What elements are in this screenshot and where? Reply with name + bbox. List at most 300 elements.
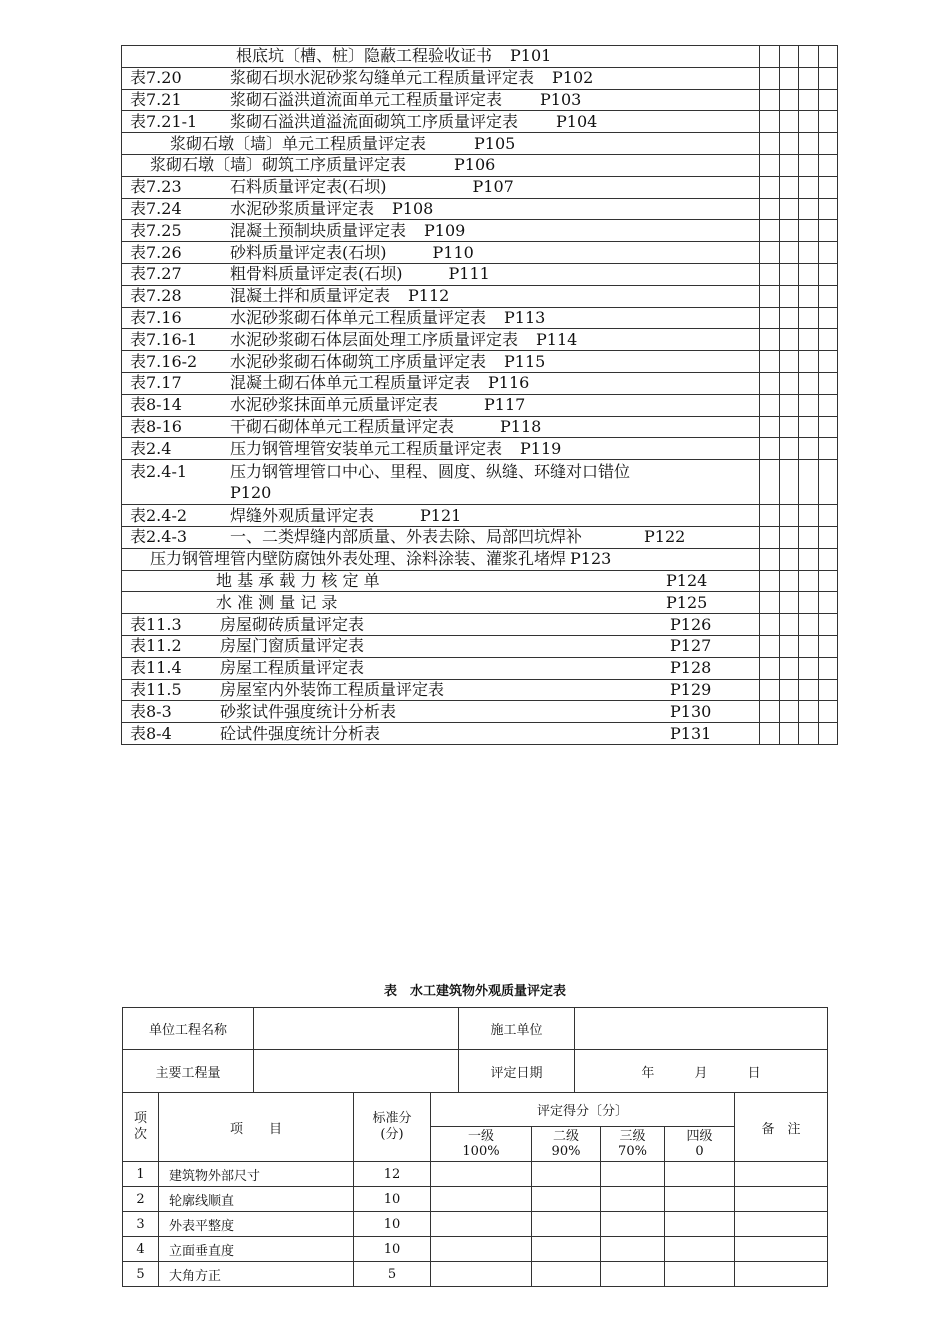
check-cell[interactable] bbox=[760, 635, 780, 657]
check-cell[interactable] bbox=[760, 723, 780, 745]
contractor-label: 施工单位 bbox=[459, 1008, 575, 1050]
score-grade-3[interactable] bbox=[601, 1187, 665, 1212]
row-index: 2 bbox=[123, 1187, 159, 1212]
check-cell[interactable] bbox=[818, 111, 838, 133]
check-cell[interactable] bbox=[779, 657, 799, 679]
check-cell[interactable] bbox=[760, 133, 780, 155]
check-cell[interactable] bbox=[818, 416, 838, 438]
check-cell[interactable] bbox=[799, 460, 819, 505]
check-cell[interactable] bbox=[760, 285, 780, 307]
row-item: 外表平整度 bbox=[159, 1212, 354, 1237]
index-title: 浆砌石溢洪道流面单元工程质量评定表 bbox=[230, 89, 503, 109]
index-title: 水泥砂浆砌石体单元工程质量评定表 bbox=[230, 307, 487, 327]
index-page: P121 bbox=[420, 505, 462, 525]
score-grade-3[interactable] bbox=[601, 1162, 665, 1187]
index-row bbox=[122, 592, 838, 614]
index-page: P127 bbox=[670, 636, 712, 656]
check-cell[interactable] bbox=[818, 460, 838, 505]
check-cell[interactable] bbox=[779, 89, 799, 111]
row-remark[interactable] bbox=[735, 1162, 828, 1187]
index-title: 一、二类焊缝内部质量、外表去除、局部凹坑焊补 bbox=[230, 527, 583, 547]
check-cell[interactable] bbox=[779, 176, 799, 198]
check-cell[interactable] bbox=[818, 679, 838, 701]
index-page: P103 bbox=[540, 89, 582, 109]
index-code: 表7.21-1 bbox=[130, 111, 198, 131]
check-cell[interactable] bbox=[818, 526, 838, 548]
check-cell[interactable] bbox=[818, 372, 838, 394]
index-code: 表11.5 bbox=[130, 679, 182, 699]
table-row bbox=[123, 1187, 828, 1212]
index-title: 房屋砌砖质量评定表 bbox=[220, 614, 365, 634]
check-cell[interactable] bbox=[818, 242, 838, 264]
index-title: 砼试件强度统计分析表 bbox=[220, 723, 381, 743]
index-page: P131 bbox=[670, 723, 712, 743]
check-cell[interactable] bbox=[818, 133, 838, 155]
check-cell[interactable] bbox=[818, 46, 838, 68]
unit-project-label: 单位工程名称 bbox=[123, 1008, 254, 1050]
row-index: 1 bbox=[123, 1162, 159, 1187]
index-title: 浆砌石溢洪道溢流面砌筑工序质量评定表 bbox=[230, 111, 519, 131]
row-remark[interactable] bbox=[735, 1187, 828, 1212]
score-grade-2[interactable] bbox=[532, 1187, 601, 1212]
check-cell[interactable] bbox=[799, 111, 819, 133]
check-cell[interactable] bbox=[760, 307, 780, 329]
table-row bbox=[123, 1262, 828, 1287]
check-cell[interactable] bbox=[799, 351, 819, 373]
check-cell[interactable] bbox=[799, 548, 819, 570]
contractor-value[interactable] bbox=[575, 1008, 828, 1050]
check-cell[interactable] bbox=[799, 242, 819, 264]
index-row bbox=[122, 679, 838, 701]
index-title: 焊缝外观质量评定表 bbox=[230, 505, 375, 525]
check-cell[interactable] bbox=[799, 263, 819, 285]
index-entry bbox=[122, 198, 760, 220]
table-row bbox=[123, 1162, 828, 1187]
index-code: 表8-3 bbox=[130, 701, 172, 721]
check-cell[interactable] bbox=[818, 89, 838, 111]
check-cell[interactable] bbox=[799, 67, 819, 89]
score-grade-1[interactable] bbox=[431, 1212, 532, 1237]
check-cell[interactable] bbox=[799, 505, 819, 527]
index-title: 压力钢管埋管口中心、里程、圆度、纵缝、环缝对口错位 bbox=[230, 462, 631, 482]
check-cell[interactable] bbox=[818, 505, 838, 527]
grade-name: 二级 bbox=[552, 1129, 579, 1144]
index-page: P101 bbox=[510, 46, 552, 66]
row-remark[interactable] bbox=[735, 1262, 828, 1287]
check-cell[interactable] bbox=[760, 592, 780, 614]
score-grade-4[interactable] bbox=[665, 1162, 735, 1187]
index-page: P115 bbox=[504, 351, 546, 371]
score-grade-4[interactable] bbox=[665, 1237, 735, 1262]
check-cell[interactable] bbox=[760, 89, 780, 111]
check-cell[interactable] bbox=[779, 242, 799, 264]
check-cell[interactable] bbox=[799, 614, 819, 636]
check-cell[interactable] bbox=[760, 657, 780, 679]
index-title: 水泥砂浆质量评定表 bbox=[230, 198, 375, 218]
check-cell[interactable] bbox=[779, 438, 799, 460]
check-cell[interactable] bbox=[779, 372, 799, 394]
index-code: 表7.16 bbox=[130, 307, 182, 327]
index-page: P109 bbox=[424, 220, 466, 240]
col-standard-header: 标准分 (分) bbox=[354, 1093, 431, 1162]
check-cell[interactable] bbox=[799, 394, 819, 416]
check-cell[interactable] bbox=[818, 548, 838, 570]
grade-name: 一级 bbox=[467, 1129, 494, 1144]
grade-name: 三级 bbox=[619, 1129, 646, 1144]
score-grade-4[interactable] bbox=[665, 1187, 735, 1212]
score-grade-3[interactable] bbox=[601, 1262, 665, 1287]
index-row bbox=[122, 614, 838, 636]
check-cell[interactable] bbox=[799, 372, 819, 394]
check-cell[interactable] bbox=[779, 263, 799, 285]
index-title: 石料质量评定表(石坝) bbox=[230, 177, 387, 197]
main-quantity-value[interactable] bbox=[254, 1050, 459, 1093]
check-cell[interactable] bbox=[779, 46, 799, 68]
check-cell[interactable] bbox=[799, 329, 819, 351]
index-title: 砂料质量评定表(石坝) bbox=[230, 242, 387, 262]
check-cell[interactable] bbox=[799, 46, 819, 68]
row-index: 5 bbox=[123, 1262, 159, 1287]
index-entry bbox=[122, 89, 760, 111]
index-row bbox=[122, 133, 838, 155]
index-page: P125 bbox=[666, 592, 708, 612]
index-row bbox=[122, 242, 838, 264]
index-row bbox=[122, 67, 838, 89]
score-grade-1[interactable] bbox=[431, 1187, 532, 1212]
check-cell[interactable] bbox=[779, 220, 799, 242]
check-cell[interactable] bbox=[799, 176, 819, 198]
check-cell[interactable] bbox=[779, 416, 799, 438]
check-cell[interactable] bbox=[799, 526, 819, 548]
index-entry bbox=[122, 220, 760, 242]
check-cell[interactable] bbox=[760, 220, 780, 242]
index-title: 水泥砂浆砌石体砌筑工序质量评定表 bbox=[230, 351, 487, 371]
index-title: 压力钢管埋管安装单元工程质量评定表 bbox=[230, 438, 503, 458]
index-title: 根底坑〔槽、桩〕隐蔽工程验收证书 bbox=[236, 46, 493, 66]
index-entry bbox=[122, 505, 760, 527]
check-cell[interactable] bbox=[799, 154, 819, 176]
check-cell[interactable] bbox=[818, 723, 838, 745]
index-row bbox=[122, 438, 838, 460]
check-cell[interactable] bbox=[779, 548, 799, 570]
check-cell[interactable] bbox=[760, 614, 780, 636]
score-grade-1[interactable] bbox=[431, 1237, 532, 1262]
check-cell[interactable] bbox=[760, 701, 780, 723]
index-row bbox=[122, 460, 838, 505]
index-page: P112 bbox=[408, 286, 450, 306]
index-page: P108 bbox=[392, 198, 434, 218]
row-standard-score: 10 bbox=[354, 1187, 431, 1212]
check-cell[interactable] bbox=[799, 570, 819, 592]
index-row bbox=[122, 394, 838, 416]
index-entry bbox=[122, 416, 760, 438]
score-grade-1[interactable] bbox=[431, 1262, 532, 1287]
row-remark[interactable] bbox=[735, 1237, 828, 1262]
index-code: 表7.25 bbox=[130, 220, 182, 240]
check-cell[interactable] bbox=[760, 526, 780, 548]
check-cell[interactable] bbox=[818, 592, 838, 614]
check-cell[interactable] bbox=[799, 438, 819, 460]
check-cell[interactable] bbox=[818, 307, 838, 329]
check-cell[interactable] bbox=[799, 220, 819, 242]
check-cell[interactable] bbox=[818, 176, 838, 198]
index-entry bbox=[122, 307, 760, 329]
index-entry bbox=[122, 242, 760, 264]
check-cell[interactable] bbox=[779, 614, 799, 636]
col-item-header: 项 目 bbox=[159, 1093, 354, 1162]
check-cell[interactable] bbox=[760, 154, 780, 176]
eval-date-value[interactable] bbox=[575, 1050, 828, 1093]
check-cell[interactable] bbox=[799, 592, 819, 614]
index-entry bbox=[122, 548, 760, 570]
row-standard-score: 10 bbox=[354, 1212, 431, 1237]
index-entry bbox=[122, 394, 760, 416]
index-page: P114 bbox=[536, 329, 578, 349]
check-cell[interactable] bbox=[760, 329, 780, 351]
check-cell[interactable] bbox=[818, 351, 838, 373]
check-cell[interactable] bbox=[818, 394, 838, 416]
index-row bbox=[122, 505, 838, 527]
check-cell[interactable] bbox=[799, 701, 819, 723]
index-entry bbox=[122, 351, 760, 373]
index-entry bbox=[122, 657, 760, 679]
index-code: 表7.23 bbox=[130, 177, 182, 197]
check-cell[interactable] bbox=[779, 723, 799, 745]
index-code: 表7.24 bbox=[130, 198, 182, 218]
check-cell[interactable] bbox=[779, 154, 799, 176]
check-cell[interactable] bbox=[760, 242, 780, 264]
index-entry bbox=[122, 372, 760, 394]
check-cell[interactable] bbox=[779, 505, 799, 527]
index-title: 地 基 承 载 力 核 定 单 bbox=[216, 570, 380, 590]
index-entry bbox=[122, 111, 760, 133]
check-cell[interactable] bbox=[779, 592, 799, 614]
row-index: 4 bbox=[123, 1237, 159, 1262]
check-cell[interactable] bbox=[760, 394, 780, 416]
check-cell[interactable] bbox=[760, 548, 780, 570]
score-grade-4[interactable] bbox=[665, 1212, 735, 1237]
grade-percent: 0 bbox=[695, 1144, 704, 1159]
check-cell[interactable] bbox=[760, 505, 780, 527]
index-table bbox=[121, 45, 838, 745]
score-grade-2[interactable] bbox=[532, 1212, 601, 1237]
check-cell[interactable] bbox=[818, 220, 838, 242]
check-cell[interactable] bbox=[779, 635, 799, 657]
index-row bbox=[122, 111, 838, 133]
index-page: P123 bbox=[570, 549, 612, 569]
index-code: 表2.4 bbox=[130, 438, 172, 458]
check-cell[interactable] bbox=[760, 67, 780, 89]
row-item: 大角方正 bbox=[159, 1262, 354, 1287]
unit-project-value[interactable] bbox=[254, 1008, 459, 1050]
check-cell[interactable] bbox=[760, 198, 780, 220]
index-row bbox=[122, 285, 838, 307]
score-grade-2[interactable] bbox=[532, 1237, 601, 1262]
check-cell[interactable] bbox=[818, 67, 838, 89]
index-page: P120 bbox=[230, 483, 272, 503]
check-cell[interactable] bbox=[779, 526, 799, 548]
check-cell[interactable] bbox=[779, 67, 799, 89]
check-cell[interactable] bbox=[818, 701, 838, 723]
index-row bbox=[122, 198, 838, 220]
check-cell[interactable] bbox=[779, 133, 799, 155]
index-entry bbox=[122, 592, 760, 614]
index-code: 表7.16-2 bbox=[130, 351, 198, 371]
check-cell[interactable] bbox=[779, 701, 799, 723]
index-page: P111 bbox=[448, 264, 490, 284]
check-cell[interactable] bbox=[760, 372, 780, 394]
grade-percent: 100% bbox=[462, 1144, 500, 1159]
index-page: P104 bbox=[556, 111, 598, 131]
date-year: 年 bbox=[641, 1065, 655, 1081]
check-cell[interactable] bbox=[818, 635, 838, 657]
index-code: 表2.4-2 bbox=[130, 505, 188, 525]
index-title: 混凝土拌和质量评定表 bbox=[230, 286, 391, 306]
check-cell[interactable] bbox=[818, 198, 838, 220]
check-cell[interactable] bbox=[760, 438, 780, 460]
check-cell[interactable] bbox=[779, 307, 799, 329]
check-cell[interactable] bbox=[799, 679, 819, 701]
check-cell[interactable] bbox=[779, 351, 799, 373]
index-code: 表7.20 bbox=[130, 68, 182, 88]
index-title: 浆砌石墩〔墙〕砌筑工序质量评定表 bbox=[150, 155, 407, 175]
index-row bbox=[122, 635, 838, 657]
table-row bbox=[123, 1212, 828, 1237]
index-page: P117 bbox=[484, 395, 526, 415]
index-page: P116 bbox=[488, 373, 530, 393]
check-cell[interactable] bbox=[760, 111, 780, 133]
row-standard-score: 10 bbox=[354, 1237, 431, 1262]
col-index-header: 项 次 bbox=[123, 1093, 159, 1162]
score-grade-3[interactable] bbox=[601, 1237, 665, 1262]
index-page: P130 bbox=[670, 701, 712, 721]
check-cell[interactable] bbox=[779, 570, 799, 592]
check-cell[interactable] bbox=[799, 133, 819, 155]
index-code: 表8-14 bbox=[130, 395, 182, 415]
index-entry bbox=[122, 263, 760, 285]
check-cell[interactable] bbox=[760, 679, 780, 701]
check-cell[interactable] bbox=[779, 329, 799, 351]
check-cell[interactable] bbox=[779, 394, 799, 416]
check-cell[interactable] bbox=[779, 285, 799, 307]
col-remark-header: 备 注 bbox=[735, 1093, 828, 1162]
index-entry bbox=[122, 614, 760, 636]
check-cell[interactable] bbox=[779, 460, 799, 505]
check-cell[interactable] bbox=[779, 679, 799, 701]
row-standard-score: 5 bbox=[354, 1262, 431, 1287]
date-day: 日 bbox=[747, 1065, 761, 1081]
check-cell[interactable] bbox=[779, 198, 799, 220]
check-cell[interactable] bbox=[760, 460, 780, 505]
index-row bbox=[122, 89, 838, 111]
index-page: P102 bbox=[552, 68, 594, 88]
row-remark[interactable] bbox=[735, 1212, 828, 1237]
check-cell[interactable] bbox=[760, 46, 780, 68]
check-cell[interactable] bbox=[818, 285, 838, 307]
index-title: 水 准 测 量 记 录 bbox=[216, 592, 338, 612]
index-code: 表2.4-1 bbox=[130, 462, 188, 482]
index-page: P113 bbox=[504, 307, 546, 327]
check-cell[interactable] bbox=[818, 657, 838, 679]
check-cell[interactable] bbox=[818, 263, 838, 285]
grade-percent: 70% bbox=[618, 1144, 647, 1159]
index-title: 干砌石砌体单元工程质量评定表 bbox=[230, 416, 455, 436]
check-cell[interactable] bbox=[779, 111, 799, 133]
index-row bbox=[122, 154, 838, 176]
check-cell[interactable] bbox=[799, 198, 819, 220]
index-entry bbox=[122, 460, 760, 505]
check-cell[interactable] bbox=[799, 307, 819, 329]
check-cell[interactable] bbox=[799, 89, 819, 111]
score-grade-3[interactable] bbox=[601, 1212, 665, 1237]
grade-header bbox=[532, 1127, 601, 1162]
check-cell[interactable] bbox=[760, 570, 780, 592]
row-standard-score: 12 bbox=[354, 1162, 431, 1187]
index-row bbox=[122, 220, 838, 242]
index-title: 浆砌石墩〔墙〕单元工程质量评定表 bbox=[170, 133, 427, 153]
index-title: 房屋室内外装饰工程质量评定表 bbox=[220, 679, 445, 699]
check-cell[interactable] bbox=[799, 285, 819, 307]
index-code: 表7.21 bbox=[130, 89, 182, 109]
check-cell[interactable] bbox=[799, 723, 819, 745]
index-row bbox=[122, 176, 838, 198]
main-quantity-label: 主要工程量 bbox=[123, 1050, 254, 1093]
index-title: 压力钢管埋管内壁防腐蚀外表处理、涂料涂装、灌浆孔堵焊 bbox=[150, 549, 567, 569]
index-title: 房屋工程质量评定表 bbox=[220, 658, 365, 678]
index-entry bbox=[122, 635, 760, 657]
index-code: 表8-16 bbox=[130, 416, 182, 436]
index-page: P122 bbox=[644, 527, 686, 547]
grade-header bbox=[601, 1127, 665, 1162]
check-cell[interactable] bbox=[818, 614, 838, 636]
check-cell[interactable] bbox=[818, 154, 838, 176]
index-title: 混凝土砌石体单元工程质量评定表 bbox=[230, 373, 471, 393]
index-code: 表7.28 bbox=[130, 286, 182, 306]
check-cell[interactable] bbox=[799, 657, 819, 679]
index-row bbox=[122, 263, 838, 285]
index-entry bbox=[122, 46, 760, 68]
index-code: 表7.16-1 bbox=[130, 329, 198, 349]
check-cell[interactable] bbox=[818, 329, 838, 351]
index-entry bbox=[122, 679, 760, 701]
score-grade-1[interactable] bbox=[431, 1162, 532, 1187]
index-row bbox=[122, 701, 838, 723]
index-code: 表8-4 bbox=[130, 723, 172, 743]
score-grade-2[interactable] bbox=[532, 1262, 601, 1287]
index-code: 表11.4 bbox=[130, 658, 182, 678]
score-grade-2[interactable] bbox=[532, 1162, 601, 1187]
check-cell[interactable] bbox=[799, 635, 819, 657]
check-cell[interactable] bbox=[799, 416, 819, 438]
index-code: 表7.27 bbox=[130, 264, 182, 284]
index-page: P118 bbox=[500, 416, 542, 436]
check-cell[interactable] bbox=[760, 176, 780, 198]
index-row bbox=[122, 46, 838, 68]
check-cell[interactable] bbox=[818, 570, 838, 592]
check-cell[interactable] bbox=[760, 416, 780, 438]
date-month: 月 bbox=[694, 1065, 708, 1081]
index-page: P128 bbox=[670, 658, 712, 678]
check-cell[interactable] bbox=[760, 263, 780, 285]
check-cell[interactable] bbox=[760, 351, 780, 373]
index-code: 表11.2 bbox=[130, 636, 182, 656]
check-cell[interactable] bbox=[818, 438, 838, 460]
index-code: 表11.3 bbox=[130, 614, 182, 634]
index-row bbox=[122, 329, 838, 351]
index-row bbox=[122, 548, 838, 570]
score-grade-4[interactable] bbox=[665, 1262, 735, 1287]
eval-date-label: 评定日期 bbox=[459, 1050, 575, 1093]
